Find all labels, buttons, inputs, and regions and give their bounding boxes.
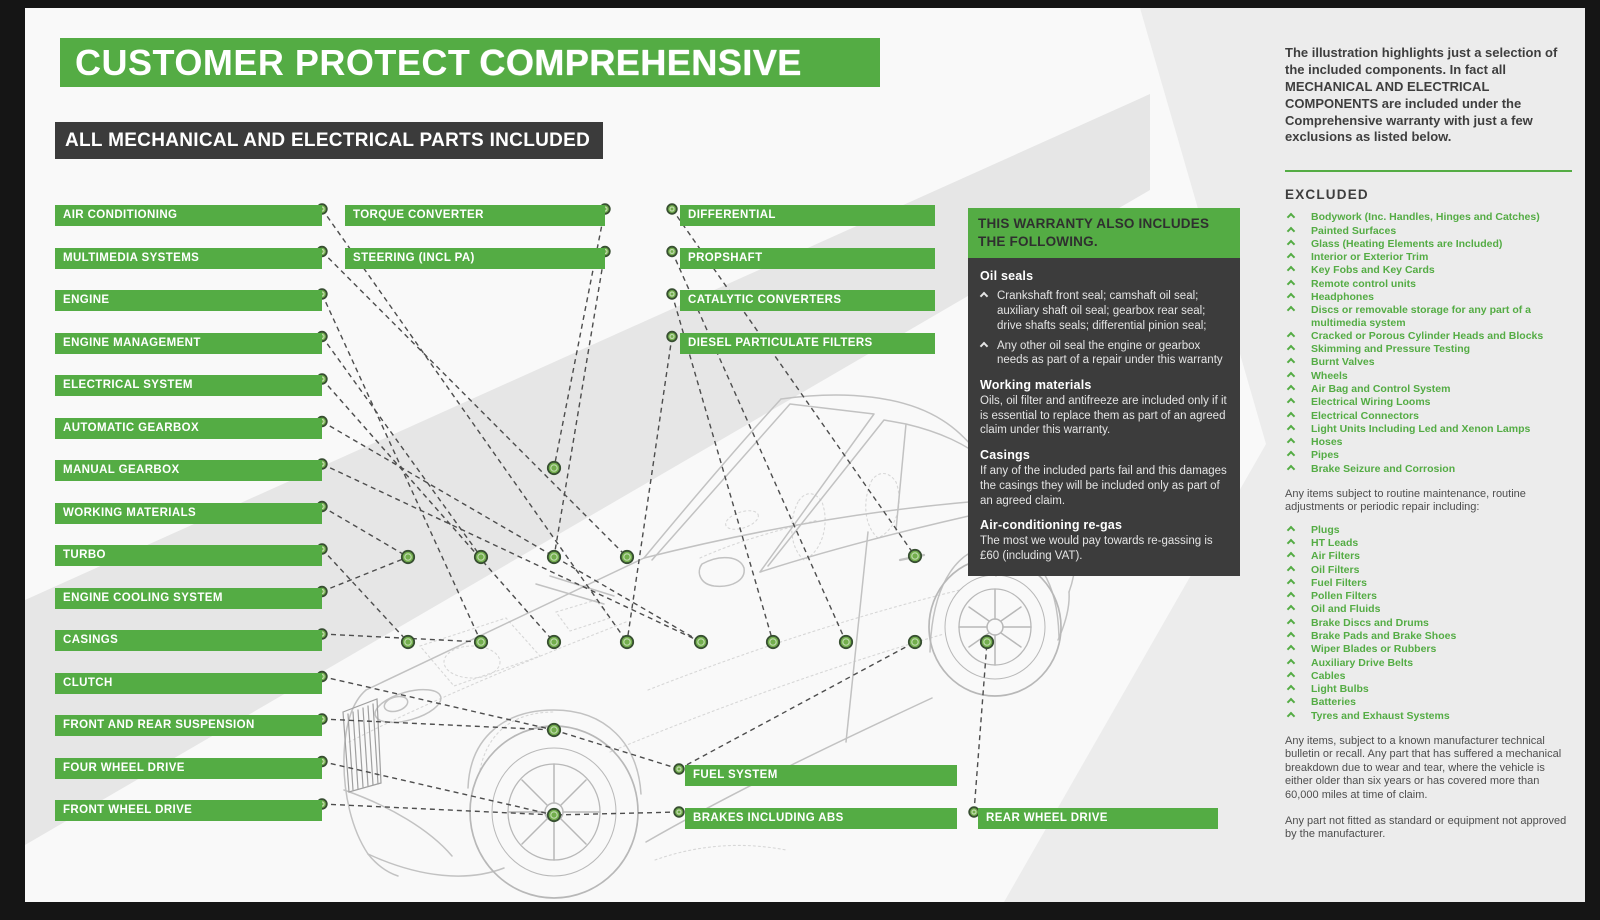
chevron-up-icon: [1287, 698, 1295, 706]
excluded-item: Bodywork (Inc. Handles, Hinges and Catches): [1285, 211, 1572, 223]
routine-item: Fuel Filters: [1285, 577, 1572, 589]
sidebar: [1285, 45, 1572, 842]
excluded-item: Cracked or Porous Cylinder Heads and Blocks: [1285, 330, 1572, 342]
connector-dot: [548, 551, 560, 563]
chevron-up-icon: [1287, 425, 1295, 433]
chevron-up-icon: [1287, 438, 1295, 446]
chevron-up-icon: [980, 292, 988, 300]
chevron-up-icon: [1287, 711, 1295, 719]
routine-item: Brake Pads and Brake Shoes: [1285, 630, 1572, 642]
connector-dot: [909, 636, 921, 648]
excluded-item: Remote control units: [1285, 278, 1572, 290]
routine-item: Auxiliary Drive Belts: [1285, 657, 1572, 669]
warranty-box-title: THIS WARRANTY ALSO INCLUDES THE FOLLOWING.: [968, 208, 1240, 258]
excluded-item: Interior or Exterior Trim: [1285, 251, 1572, 263]
part-label: CLUTCH: [55, 673, 322, 694]
warranty-box-body: [968, 258, 1240, 575]
part-label: BRAKES INCLUDING ABS: [685, 808, 957, 829]
excluded-item: Brake Seizure and Corrosion: [1285, 463, 1572, 475]
manufacturer-note: Any items, subject to a known manufacturer technical bulletin or recall. Any part that has suffered a mechanical breakdown due to wear and tear, where the vehicle is either older than six years or has covered more than 60,000 miles at time of claim.: [1285, 735, 1562, 801]
chevron-up-icon: [1287, 552, 1295, 560]
chevron-up-icon: [1287, 293, 1295, 301]
excluded-item: Key Fobs and Key Cards: [1285, 264, 1572, 276]
warranty-section-heading: Air-conditioning re-gas: [980, 518, 1123, 533]
routine-item: Cables: [1285, 670, 1572, 682]
chevron-up-icon: [1287, 358, 1295, 366]
warranty-bullet: Crankshaft front seal; camshaft oil seal; auxiliary shaft oil seal; gearbox rear seal; drive shafts seals; differential pinion seal;: [980, 289, 1228, 333]
chevron-up-icon: [1287, 619, 1295, 627]
excluded-item: Air Bag and Control System: [1285, 383, 1572, 395]
part-label: AUTOMATIC GEARBOX: [55, 418, 322, 439]
sidebar-intro: The illustration highlights just a selection of the included components. In fact all MECHANICAL AND ELECTRICAL COMPONENTS are included under the Comprehensive warranty with just a few exclusions as listed below.: [1285, 45, 1558, 145]
non-standard-note: Any part not fitted as standard or equipment not approved by the manufacturer.: [1285, 815, 1567, 841]
excluded-item: Discs or removable storage for any part of a multimedia system: [1285, 304, 1572, 329]
routine-list: [1285, 524, 1572, 722]
connector-dot: [402, 551, 414, 563]
routine-item: Oil Filters: [1285, 564, 1572, 576]
connector-dot: [667, 247, 677, 257]
chevron-up-icon: [1287, 398, 1295, 406]
excluded-item: Headphones: [1285, 291, 1572, 303]
part-label: FRONT AND REAR SUSPENSION: [55, 715, 322, 736]
connector-dot: [548, 724, 560, 736]
part-label: FOUR WHEEL DRIVE: [55, 758, 322, 779]
routine-item: HT Leads: [1285, 537, 1572, 549]
warranty-section-body: The most we would pay towards re-gassing is £60 (including VAT).: [980, 535, 1213, 563]
excluded-item: Painted Surfaces: [1285, 225, 1572, 237]
connector-dot: [667, 204, 677, 214]
routine-item: Tyres and Exhaust Systems: [1285, 710, 1572, 722]
part-label: ENGINE COOLING SYSTEM: [55, 588, 322, 609]
chevron-up-icon: [1287, 345, 1295, 353]
chevron-up-icon: [1287, 464, 1295, 472]
chevron-up-icon: [1287, 605, 1295, 613]
part-label: CASINGS: [55, 630, 322, 651]
chevron-up-icon: [1287, 213, 1295, 221]
connector-dot: [674, 807, 684, 817]
chevron-up-icon: [1287, 226, 1295, 234]
part-label: TORQUE CONVERTER: [345, 205, 605, 226]
excluded-list: [1285, 211, 1572, 475]
excluded-item: Skimming and Pressure Testing: [1285, 343, 1572, 355]
connector-dot: [548, 462, 560, 474]
connector-dot: [621, 551, 633, 563]
excluded-item: Hoses: [1285, 436, 1572, 448]
routine-item: Plugs: [1285, 524, 1572, 536]
part-label: REAR WHEEL DRIVE: [978, 808, 1218, 829]
excluded-item: Burnt Valves: [1285, 356, 1572, 368]
routine-item: Wiper Blades or Rubbers: [1285, 643, 1572, 655]
connector-dot: [548, 636, 560, 648]
excluded-heading: EXCLUDED: [1285, 187, 1369, 203]
warranty-section-body: Oils, oil filter and antifreeze are included only if it is essential to replace them as part of an agreed claim under this warranty.: [980, 395, 1227, 437]
warranty-section-heading: Casings: [980, 448, 1031, 463]
chevron-up-icon: [1287, 451, 1295, 459]
chevron-up-icon: [1287, 526, 1295, 534]
warranty-bullet-list: [980, 289, 1228, 368]
chevron-up-icon: [1287, 685, 1295, 693]
part-label: CATALYTIC CONVERTERS: [680, 290, 935, 311]
chevron-up-icon: [1287, 266, 1295, 274]
chevron-up-icon: [1287, 579, 1295, 587]
green-divider: [1285, 170, 1572, 172]
connector-dot: [475, 551, 487, 563]
connector-dot: [475, 636, 487, 648]
part-label: MANUAL GEARBOX: [55, 460, 322, 481]
warranty-bullet: Any other oil seal the engine or gearbox needs as part of a repair under this warranty: [980, 339, 1228, 368]
warranty-section-heading: Working materials: [980, 378, 1092, 393]
part-label: ENGINE: [55, 290, 322, 311]
routine-item: Air Filters: [1285, 550, 1572, 562]
excluded-item: Glass (Heating Elements are Included): [1285, 238, 1572, 250]
part-label: MULTIMEDIA SYSTEMS: [55, 248, 322, 269]
connector-dot: [981, 636, 993, 648]
part-label: DIESEL PARTICULATE FILTERS: [680, 333, 935, 354]
part-label: AIR CONDITIONING: [55, 205, 322, 226]
connector-dot: [840, 636, 852, 648]
chevron-up-icon: [1287, 253, 1295, 261]
connector-dot: [767, 636, 779, 648]
excluded-item: Pipes: [1285, 449, 1572, 461]
chevron-up-icon: [1287, 632, 1295, 640]
warranty-box: [968, 208, 1240, 576]
chevron-up-icon: [1287, 658, 1295, 666]
excluded-item: Light Units Including Led and Xenon Lamps: [1285, 423, 1572, 435]
chevron-up-icon: [1287, 592, 1295, 600]
routine-item: Light Bulbs: [1285, 683, 1572, 695]
chevron-up-icon: [1287, 645, 1295, 653]
chevron-up-icon: [1287, 306, 1295, 314]
connector-dot: [402, 636, 414, 648]
routine-item: Brake Discs and Drums: [1285, 617, 1572, 629]
warranty-section-body: If any of the included parts fail and this damages the casings they will be included only as part of an agreed claim.: [980, 465, 1227, 507]
title-bold: COMPREHENSIVE: [479, 42, 802, 83]
chevron-up-icon: [1287, 411, 1295, 419]
chevron-up-icon: [1287, 371, 1295, 379]
subtitle-banner: ALL MECHANICAL AND ELECTRICAL PARTS INCLUDED: [55, 122, 603, 159]
connector-dot: [621, 636, 633, 648]
excluded-item: Wheels: [1285, 370, 1572, 382]
connector-dot: [667, 289, 677, 299]
connector-dot: [695, 636, 707, 648]
part-label: ENGINE MANAGEMENT: [55, 333, 322, 354]
excluded-item: Electrical Wiring Looms: [1285, 396, 1572, 408]
chevron-up-icon: [1287, 565, 1295, 573]
title-banner: [60, 38, 880, 87]
routine-item: Oil and Fluids: [1285, 603, 1572, 615]
chevron-up-icon: [1287, 332, 1295, 340]
routine-item: Pollen Filters: [1285, 590, 1572, 602]
part-label: FUEL SYSTEM: [685, 765, 957, 786]
part-label: WORKING MATERIALS: [55, 503, 322, 524]
part-label: TURBO: [55, 545, 322, 566]
chevron-up-icon: [1287, 385, 1295, 393]
part-label: STEERING (INCL PA): [345, 248, 605, 269]
chevron-up-icon: [1287, 280, 1295, 288]
part-label: FRONT WHEEL DRIVE: [55, 800, 322, 821]
connector-dot: [548, 809, 560, 821]
chevron-up-icon: [1287, 672, 1295, 680]
part-label: PROPSHAFT: [680, 248, 935, 269]
routine-note: Any items subject to routine maintenance, routine adjustments or periodic repair including:: [1285, 487, 1526, 514]
routine-item: Batteries: [1285, 696, 1572, 708]
part-label: ELECTRICAL SYSTEM: [55, 375, 322, 396]
chevron-up-icon: [1287, 539, 1295, 547]
warranty-section-heading: Oil seals: [980, 269, 1034, 284]
connector-dot: [909, 550, 921, 562]
chevron-up-icon: [980, 341, 988, 349]
chevron-up-icon: [1287, 240, 1295, 248]
connector-dot: [674, 764, 684, 774]
connector-dot: [667, 332, 677, 342]
title-regular: CUSTOMER PROTECT: [75, 42, 471, 83]
excluded-item: Electrical Connectors: [1285, 410, 1572, 422]
part-label: DIFFERENTIAL: [680, 205, 935, 226]
